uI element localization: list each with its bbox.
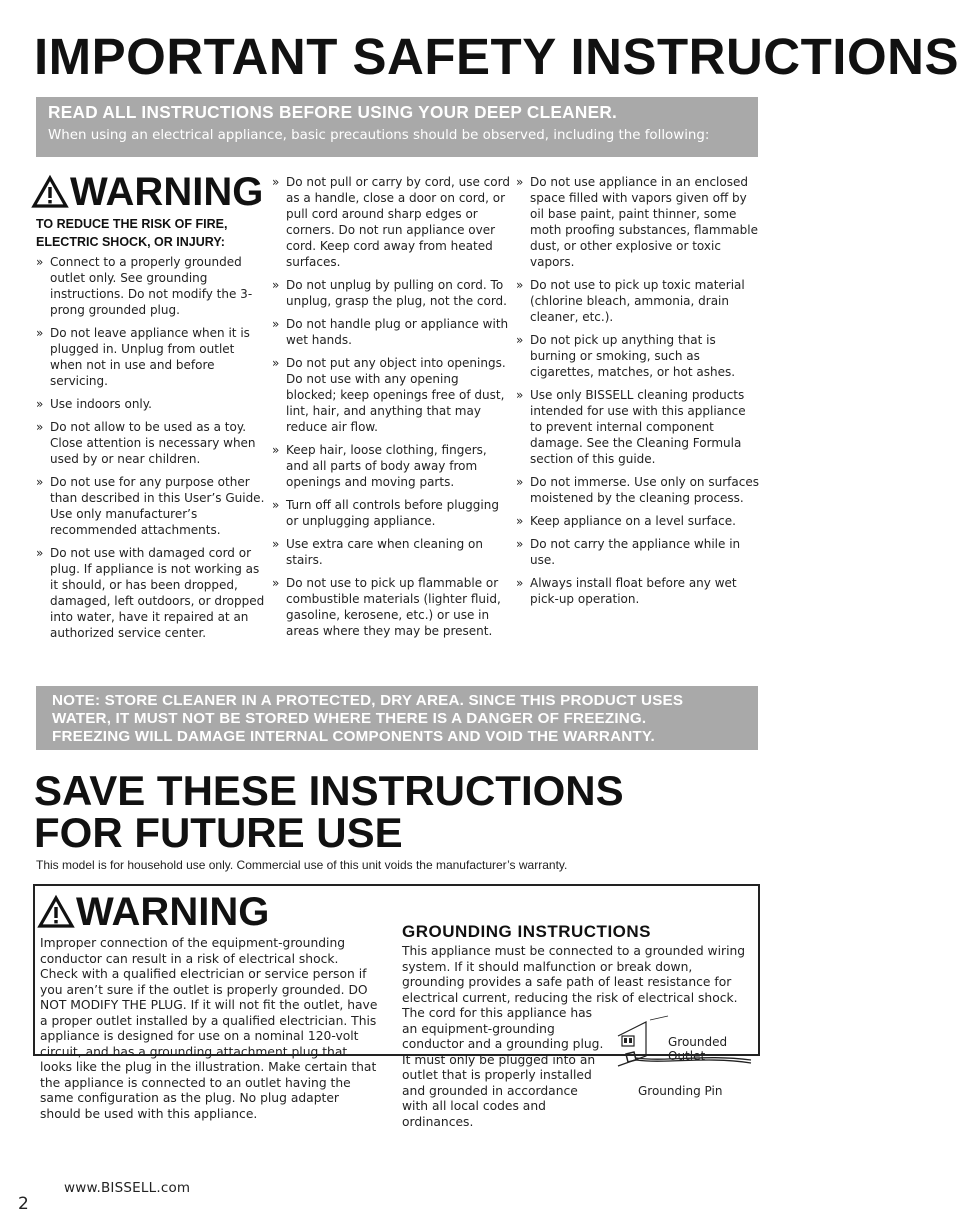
website-url: www.BISSELL.com [64, 1180, 191, 1196]
list-item: » Keep appliance on a level surface. [516, 513, 760, 529]
list-item: » Always install float before any wet pick-up operation. [516, 575, 760, 607]
list-item: » Do not carry the appliance while in use. [516, 536, 760, 568]
grounding-warning-text: Improper connection of the equipment-grounding conductor can result in a risk of electrical shock. Check with a qualified electrician or service person if you aren’t sure if the outlet is properly grounded. DO NOT MODIFY THE PLUG. If it will not fit the outlet, have a proper outlet installed by a qualified electrician. This appliance is designed for use on a nominal 120-volt circuit, and has a grounding attachment plug that looks like the plug in the illustration. Make certain that the appliance is connected to an outlet having the same configuration as the plug. No plug adapter should be used with this appliance. [40, 936, 378, 1121]
warning-label: WARNING [70, 170, 264, 214]
list-item: » Do not unplug by pulling on cord. To unplug, grasp the plug, not the cord. [272, 277, 512, 309]
list-item: » Keep hair, loose clothing, fingers, and all parts of body away from openings and moving parts. [272, 442, 512, 490]
list-item: » Use indoors only. [36, 396, 268, 412]
warning-triangle-icon [38, 896, 74, 928]
list-item: » Do not use to pick up flammable or combustible materials (lighter fluid, gasoline, kerosene, etc.) or use in areas where they may be present. [272, 575, 512, 639]
save-line-1: SAVE THESE INSTRUCTIONS [34, 767, 624, 814]
grounding-instructions-title: GROUNDING INSTRUCTIONS [402, 922, 651, 941]
grounded-outlet-label-1: Grounded [668, 1035, 728, 1049]
warning-label: WARNING [76, 890, 270, 934]
page-title: IMPORTANT SAFETY INSTRUCTIONS [34, 28, 959, 85]
list-item: » Do not pull or carry by cord, use cord as a handle, close a door on cord, or pull cord around sharp edges or corners. Do not run appliance over cord. Keep cord away from heated surfaces. [272, 174, 512, 270]
banner-heading: READ ALL INSTRUCTIONS BEFORE USING YOUR DEEP CLEANER. [48, 102, 618, 122]
warning-heading [32, 170, 263, 214]
list-item: » Do not use to pick up toxic material (chlorine bleach, ammonia, drain cleaner, etc.). [516, 277, 760, 325]
page-number: 2 [18, 1194, 29, 1214]
grounding-text-1: This appliance must be connected to a grounded wiring system. If it should malfunction or break down, grounding provides a safe path of least resistance for electrical current, reducing the risk of electrical shock. [402, 944, 746, 1005]
list-item: » Connect to a properly grounded outlet only. See grounding instructions. Do not modify the 3-prong grounded plug. [36, 254, 268, 318]
list-item: » Do not use with damaged cord or plug. If appliance is not working as it should, or has been dropped, damaged, left outdoors, or dropped into water, have it repaired at an authorized service center. [36, 545, 268, 641]
banner-subtext: When using an electrical appliance, basic precautions should be observed, including the following: [48, 128, 710, 143]
grounding-pin-label: Grounding Pin [638, 1084, 723, 1098]
note-line: FREEZING WILL DAMAGE INTERNAL COMPONENTS AND VOID THE WARRANTY. [52, 728, 655, 745]
grounding-text-2: The cord for this appliance has an equipment-grounding conductor and a grounding plug. It must only be plugged into an outlet that is properly installed and grounded in accordance with all local codes and ordinances. [402, 1006, 604, 1129]
note-line: NOTE: STORE CLEANER IN A PROTECTED, DRY AREA. SINCE THIS PRODUCT USES [52, 692, 684, 709]
save-instructions-heading [34, 767, 624, 856]
list-item: » Do not use appliance in an enclosed space filled with vapors given off by oil base paint, paint thinner, some moth proofing substances, flammable dust, or other explosive or toxic vapors. [516, 174, 760, 270]
list-item: » Do not use for any purpose other than described in this User’s Guide. Use only manufacturer’s recommended attachments. [36, 474, 268, 538]
household-use-note: This model is for household use only. Commercial use of this unit voids the manufacturer’s warranty. [36, 858, 568, 872]
warning-triangle-icon [32, 176, 68, 208]
safety-list-column-2 [272, 174, 512, 646]
list-item: » Do not leave appliance when it is plugged in. Unplug from outlet when not in use and before servicing. [36, 325, 268, 389]
note-line: WATER, IT MUST NOT BE STORED WHERE THERE IS A DANGER OF FREEZING. [52, 710, 647, 727]
safety-list-column-1 [36, 254, 268, 648]
list-item: » Use extra care when cleaning on stairs. [272, 536, 512, 568]
read-instructions-banner [36, 97, 758, 157]
list-item: » Turn off all controls before plugging or unplugging appliance. [272, 497, 512, 529]
list-item: » Do not allow to be used as a toy. Close attention is necessary when used by or near children. [36, 419, 268, 467]
list-item: » Do not handle plug or appliance with wet hands. [272, 316, 512, 348]
list-item: » Use only BISSELL cleaning products intended for use with this appliance to prevent internal component damage. See the Cleaning Formula section of this guide. [516, 387, 760, 467]
safety-list-column-3 [516, 174, 760, 614]
list-item: » Do not pick up anything that is burning or smoking, such as cigarettes, matches, or hot ashes. [516, 332, 760, 380]
grounded-outlet-label-2: Outlet [668, 1049, 706, 1063]
list-item: » Do not immerse. Use only on surfaces moistened by the cleaning process. [516, 474, 760, 506]
storage-note-banner [36, 686, 758, 750]
warning-heading-2 [38, 890, 269, 934]
risk-subheading: TO REDUCE THE RISK OF FIRE, ELECTRIC SHOCK, OR INJURY: [36, 217, 228, 249]
save-line-2: FOR FUTURE USE [34, 809, 403, 856]
list-item: » Do not put any object into openings. Do not use with any opening blocked; keep openings free of dust, lint, hair, and anything that may reduce air flow. [272, 355, 512, 435]
